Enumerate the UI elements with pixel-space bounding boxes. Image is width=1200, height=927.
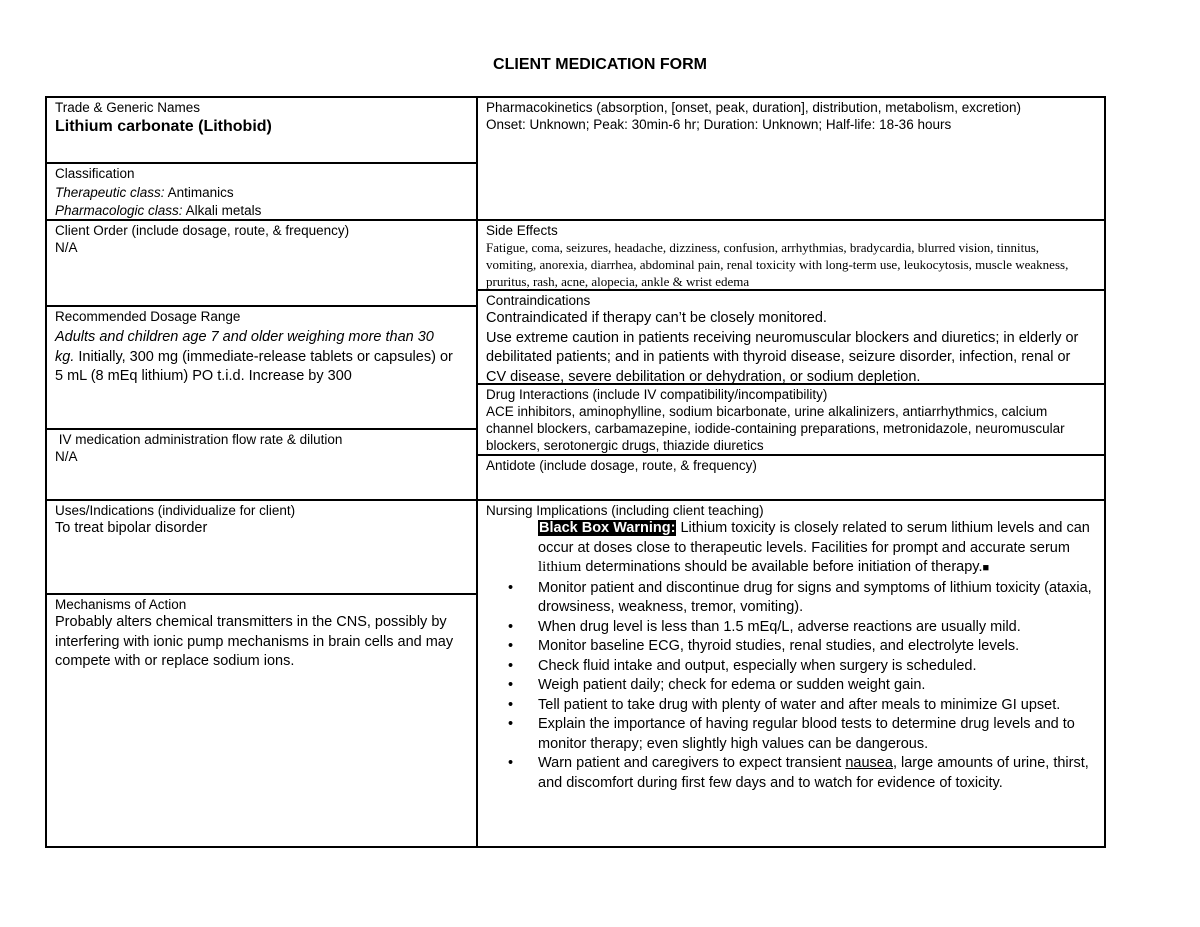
iv-administration-value: N/A: [55, 449, 78, 464]
nursing-bullet-list: [486, 579, 1092, 794]
bullet-icon: •: [508, 638, 514, 654]
nursing-implications-cell: [478, 501, 1104, 846]
therapeutic-class-label: Therapeutic class:: [55, 184, 165, 200]
black-box-warning: [538, 519, 1092, 579]
page-title: CLIENT MEDICATION FORM: [493, 56, 707, 73]
bullet-icon: •: [508, 618, 514, 635]
trade-names-label: Trade & Generic Names: [55, 100, 201, 115]
last-bullet-text-end: , large amounts of urine, thirst, and discomfort during first few days and to watch for evidence of toxicity.: [538, 755, 1089, 791]
drug-interactions-value: ACE inhibitors, aminophylline, sodium bicarbonate, urine alkalinizers, antiarrhythmics, calcium channel blockers, carbamazepine, iodide-containing preparations, metronidazole, neuromuscular blockers, serotonergic drugs, thiazide diuretics: [486, 404, 1065, 453]
contraindications-cell: [478, 291, 1104, 383]
bullet-icon: •: [508, 755, 514, 771]
list-item-text: Explain the importance of having regular blood tests to determine drug levels and to monitor therapy; even slightly high values can be dangerous.: [538, 716, 1075, 752]
black-box-warning-text: Lithium toxicity is closely related to serum lithium levels and can occur at doses close to therapeutic levels. Facilities for prompt and accurate serum: [538, 520, 1090, 556]
side-effects-cell: [478, 221, 1104, 289]
list-item-text: Monitor baseline ECG, thyroid studies, renal studies, and electrolyte levels.: [538, 638, 1020, 654]
mechanism-label: Mechanisms of Action: [55, 597, 187, 612]
pharmacologic-class: [55, 202, 476, 219]
list-item: [508, 657, 1092, 677]
list-item-text: Monitor patient and discontinue drug for signs and symptoms of lithium toxicity (ataxia, drowsiness, weakness, tremor, vomiting).: [538, 579, 1092, 615]
trade-names-cell: [47, 98, 476, 162]
uses-indications-label: Uses/Indications (individualize for client): [55, 503, 296, 518]
list-item: [508, 637, 1092, 657]
mechanism-cell: [47, 595, 476, 846]
antidote-cell: [478, 456, 1104, 499]
iv-administration-label: IV medication administration flow rate & dilution: [55, 432, 343, 447]
drug-interactions-label: Drug Interactions (include IV compatibility/incompatibility): [486, 387, 828, 402]
nursing-implications-label: Nursing Implications (including client teaching): [486, 503, 764, 518]
dosage-range-population: Adults and children age 7 and older weighing more than 30 kg.: [55, 329, 434, 365]
dosage-range-cell: [47, 307, 476, 428]
black-box-warning-text-end: determinations should be available before initiation of therapy.: [585, 559, 983, 575]
client-order-value: N/A: [55, 240, 78, 255]
dosage-range-instructions: Initially, 300 mg (immediate-release tablets or capsules) or 5 mL (8 mEq lithium) PO t.i.d. Increase by 300: [55, 348, 453, 384]
classification-label: Classification: [55, 166, 135, 181]
list-item: [508, 715, 1092, 754]
black-box-warning-label: Black Box Warning:: [539, 520, 676, 536]
black-box-warning-word: lithium: [538, 559, 582, 575]
pharmacokinetics-label: Pharmacokinetics (absorption, [onset, peak, duration], distribution, metabolism, excretion): [486, 100, 1022, 115]
client-order-label: Client Order (include dosage, route, & frequency): [55, 223, 350, 238]
mechanism-value: Probably alters chemical transmitters in the CNS, possibly by interfering with ionic pump mechanisms in brain cells and may compete with or replace sodium ions.: [55, 614, 454, 669]
contraindications-line-2: Use extreme caution in patients receiving neuromuscular blockers and diuretics; in elderly or debilitated patients; and in patients with thyroid disease, seizure disorder, infection, renal or CV disease, severe debilitation or dehydration, or sodium depletion.: [486, 329, 1079, 383]
list-item: [508, 754, 1092, 793]
uses-indications-value: To treat bipolar disorder: [55, 520, 208, 536]
classification-cell: [47, 164, 476, 219]
bullet-icon: •: [508, 696, 514, 713]
contraindications-line-1: Contraindicated if therapy can’t be closely monitored.: [486, 310, 827, 326]
iv-administration-cell: [47, 430, 476, 499]
end-mark-icon: ■: [982, 562, 990, 574]
drug-name: Lithium carbonate (Lithobid): [55, 118, 272, 135]
pharmacokinetics-cell: [478, 98, 1104, 219]
pharmacologic-class-value: Alkali metals: [185, 203, 262, 218]
bullet-icon: •: [508, 657, 514, 674]
therapeutic-class-value: Antimanics: [167, 184, 234, 200]
dosage-range-text: [55, 328, 454, 387]
pharmacologic-class-label: Pharmacologic class:: [55, 203, 183, 218]
list-item: [508, 696, 1092, 716]
bullet-icon: •: [508, 716, 514, 732]
therapeutic-class: [55, 184, 476, 203]
side-effects-value: Fatigue, coma, seizures, headache, dizziness, confusion, arrhythmias, bradycardia, blurred vision, tinnitus, vomiting, anorexia, diarrhea, abdominal pain, renal toxicity with long-term use, leukocytosis, muscle weakness, pruritus, rash, acne, alopecia, ankle & wrist edema: [486, 240, 1069, 289]
list-item-text: [538, 755, 1089, 791]
bullet-icon: •: [508, 579, 514, 596]
drug-interactions-cell: [478, 385, 1104, 454]
nausea-link[interactable]: nausea: [845, 755, 893, 771]
list-item: [508, 579, 1092, 618]
pharmacokinetics-value: Onset: Unknown; Peak: 30min-6 hr; Duration: Unknown; Half-life: 18-36 hours: [486, 117, 952, 132]
list-item-text: Weigh patient daily; check for edema or sudden weight gain.: [538, 677, 926, 693]
uses-indications-cell: [47, 501, 476, 593]
side-effects-label: Side Effects: [486, 223, 558, 238]
list-item: [508, 618, 1092, 638]
client-order-cell: [47, 221, 476, 305]
list-item: [508, 676, 1092, 696]
list-item-text: When drug level is less than 1.5 mEq/L, adverse reactions are usually mild.: [538, 618, 1021, 635]
list-item-text: Check fluid intake and output, especially when surgery is scheduled.: [538, 657, 977, 674]
contraindications-label: Contraindications: [486, 293, 591, 308]
list-item-text: Tell patient to take drug with plenty of water and after meals to minimize GI upset.: [538, 696, 1061, 713]
antidote-label: Antidote (include dosage, route, & frequency): [486, 458, 757, 473]
dosage-range-label: Recommended Dosage Range: [55, 309, 241, 324]
last-bullet-text: Warn patient and caregivers to expect transient: [538, 755, 842, 771]
bullet-icon: •: [508, 677, 514, 693]
